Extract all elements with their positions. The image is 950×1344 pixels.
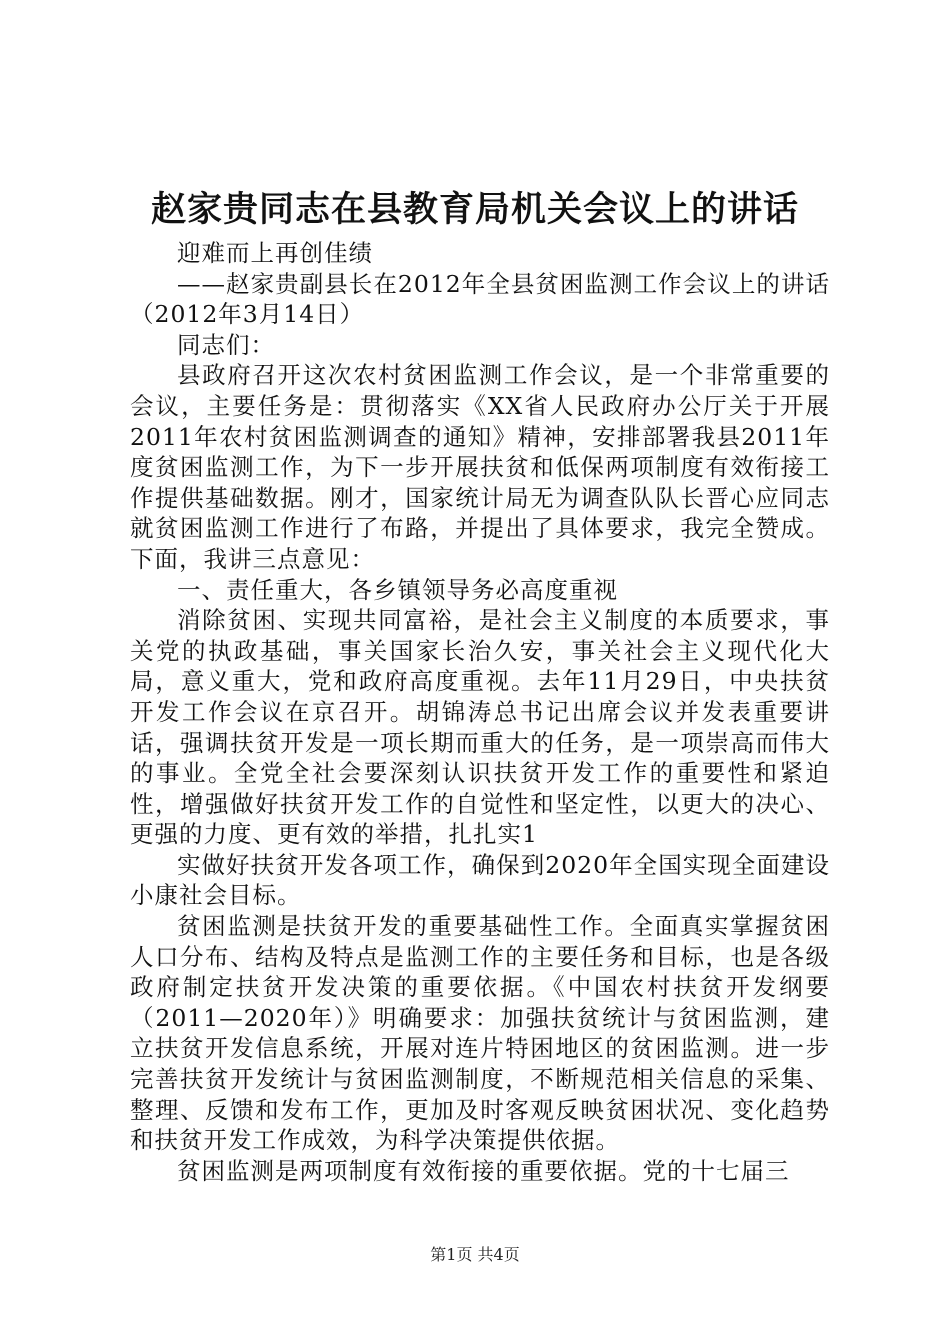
body-paragraph: 县政府召开这次农村贫困监测工作会议，是一个非常重要的会议，主要任务是：贯彻落实《XX省人民政府办公厅关于开展2011年农村贫困监测调查的通知》精神，安排部署我县2011年度贫困监测工作，为下一步开展扶贫和低保两项制度有效衔接工作提供基础数据。刚才，国家统计局无为调查队队长晋心应同志就贫困监测工作进行了布路，并提出了具体要求，我完全赞成。下面，我讲三点意见： — [130, 361, 830, 573]
document-title: 赵家贵同志在县教育局机关会议上的讲话 — [150, 189, 799, 230]
salutation-paragraph: 同志们： — [177, 330, 275, 359]
page-footer: 第1页 共4页 — [430, 1245, 520, 1264]
speaker-line-paragraph: ——赵家贵副县长在2012年全县贫困监测工作会议上的讲话（2012年3月14日） — [130, 269, 830, 329]
body-paragraph: 贫困监测是扶贫开发的重要基础性工作。全面真实掌握贫困人口分布、结构及特点是监测工作的主要任务和目标，也是各级政府制定扶贫开发决策的重要依据。《中国农村扶贫开发纲要（2011—2020年）》明确要求：加强扶贫统计与贫困监测，建立扶贫开发信息系统，开展对连片特困地区的贫困监测。进一步完善扶贫开发统计与贫困监测制度，不断规范相关信息的采集、整理、反馈和发布工作，更加及时客观反映贫困状况、变化趋势和扶贫开发工作成效，为科学决策提供依据。 — [130, 912, 830, 1155]
document-body — [130, 238, 830, 1186]
subtitle-paragraph: 迎难而上再创佳绩 — [177, 239, 373, 267]
body-paragraph: 实做好扶贫开发各项工作，确保到2020年全国实现全面建设小康社会目标。 — [130, 850, 830, 910]
body-paragraph: 贫困监测是两项制度有效衔接的重要依据。党的十七届三 — [177, 1156, 790, 1185]
body-paragraph: 消除贫困、实现共同富裕，是社会主义制度的本质要求，事关党的执政基础，事关国家长治久安，事关社会主义现代化大局，意义重大，党和政府高度重视。去年11月29日，中央扶贫开发工作会议在京召开。胡锦涛总书记出席会议并发表重要讲话，强调扶贫开发是一项长期而重大的任务，是一项崇高而伟大的事业。全党全社会要深刻认识扶贫开发工作的重要性和紧迫性，增强做好扶贫开发工作的自觉性和坚定性，以更大的决心、更强的力度、更有效的举措，扎扎实1 — [130, 606, 830, 849]
section-heading: 一、责任重大，各乡镇领导务必高度重视 — [177, 575, 618, 604]
